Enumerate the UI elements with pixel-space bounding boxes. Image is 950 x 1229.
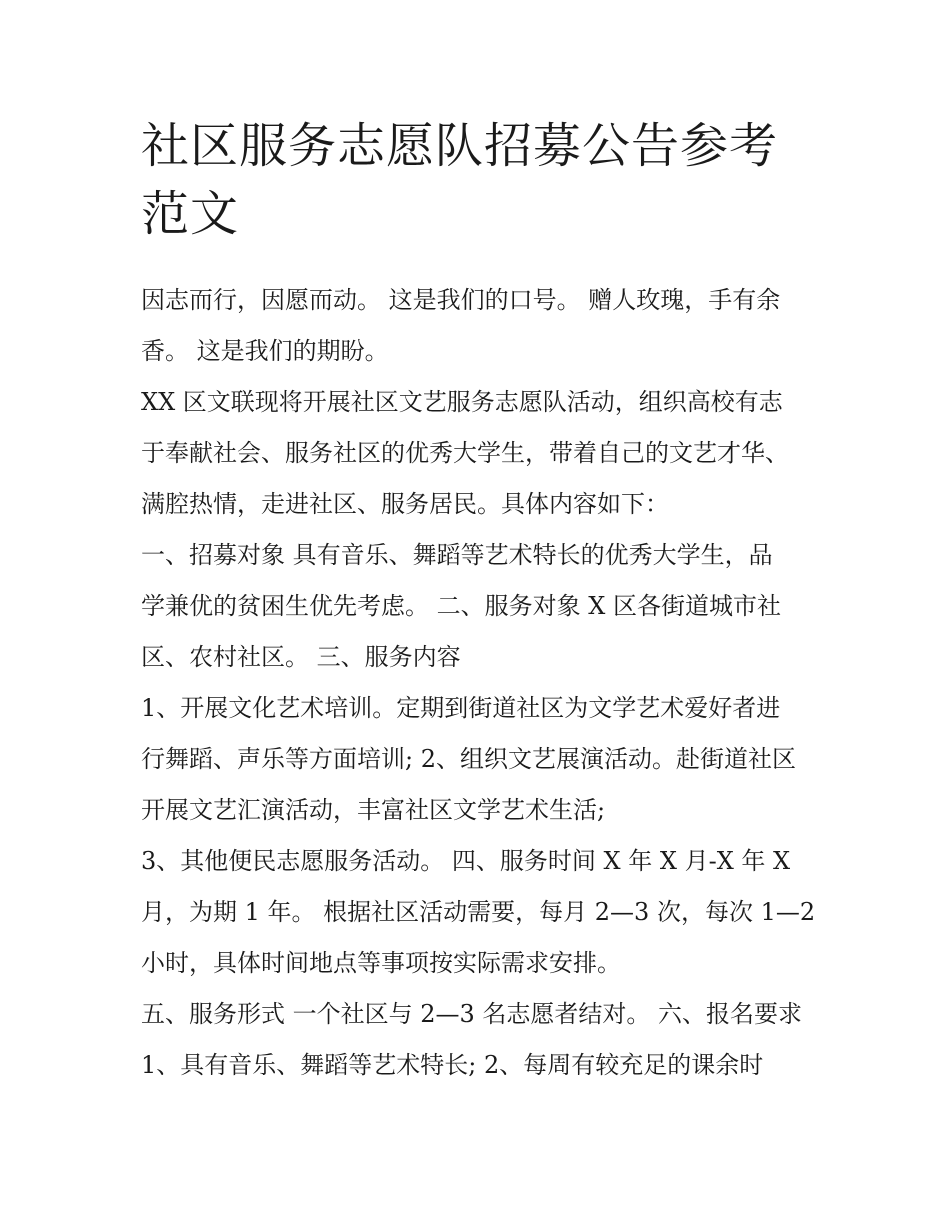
text-line: XX 区文联现将开展社区文艺服务志愿队活动，组织高校有志	[141, 388, 783, 416]
text-line: 开展文艺汇演活动，丰富社区文学艺术生活;	[141, 796, 606, 824]
paragraph	[141, 836, 821, 989]
text-line: 五、服务形式 一个社区与 2—3 名志愿者结对。 六、报名要求	[141, 1000, 803, 1028]
text-line: 香。 这是我们的期盼。	[141, 337, 389, 365]
text-line: 一、招募对象 具有音乐、舞蹈等艺术特长的优秀大学生，品	[141, 541, 773, 569]
text-line: 月，为期 1 年。 根据社区活动需要，每月 2—3 次，每次 1—2	[141, 898, 816, 926]
paragraph	[141, 275, 821, 377]
text-line: 行舞蹈、声乐等方面培训; 2、组织文艺展演活动。赴街道社区	[141, 745, 796, 773]
text-line: 1、具有音乐、舞蹈等艺术特长; 2、每周有较充足的课余时	[141, 1051, 764, 1079]
paragraph	[141, 683, 821, 836]
text-line: 于奉献社会、服务社区的优秀大学生，带着自己的文艺才华、	[141, 439, 789, 467]
text-line: 3、其他便民志愿服务活动。 四、服务时间 X 年 X 月-X 年 X	[141, 847, 791, 875]
text-line: 1、开展文化艺术培训。定期到街道社区为文学艺术爱好者进	[141, 694, 781, 722]
paragraph	[141, 530, 821, 683]
paragraph	[141, 989, 821, 1091]
text-line: 满腔热情，走进社区、服务居民。具体内容如下：	[141, 490, 669, 518]
title-line: 范文	[141, 186, 240, 242]
text-line: 小时，具体时间地点等事项按实际需求安排。	[141, 949, 621, 977]
text-line: 区、农村社区。 三、服务内容	[141, 643, 461, 671]
document-title	[141, 112, 821, 248]
text-line: 学兼优的贫困生优先考虑。 二、服务对象 X 区各街道城市社	[141, 592, 781, 620]
text-line: 因志而行，因愿而动。 这是我们的口号。 赠人玫瑰，手有余	[141, 286, 781, 314]
paragraph	[141, 377, 821, 530]
title-line: 社区服务志愿队招募公告参考	[141, 118, 779, 174]
document-body	[141, 275, 821, 1091]
